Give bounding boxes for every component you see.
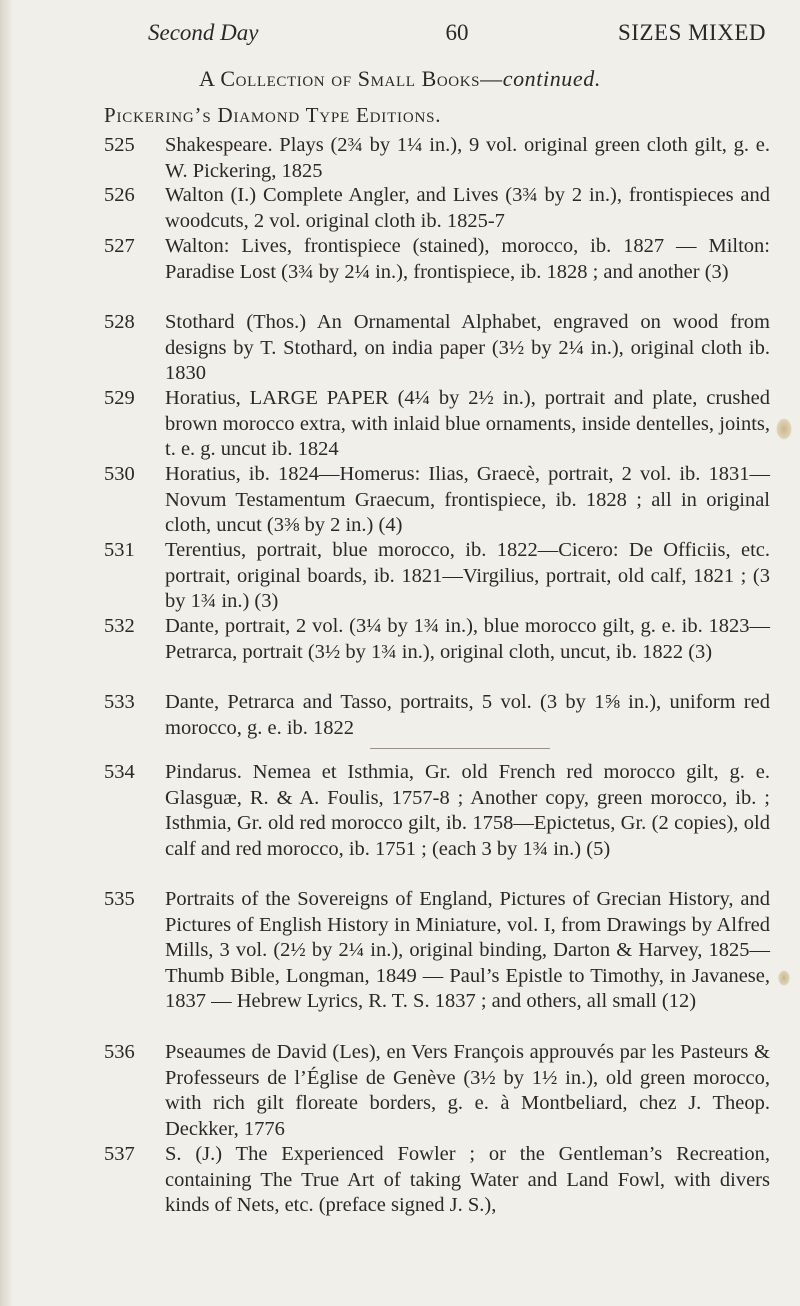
lot-entry [104,614,770,665]
lot-description: Walton: Lives, frontispiece (stained), morocco, ib. 1827 — Milton: Paradise Lost (3¾ by 2¼ in.), frontispiece, ib. 1828 ; and another (3) [165,235,770,283]
page-number: 60 [445,20,469,45]
lot-description: Stothard (Thos.) An Ornamental Alphabet, engraved on wood from designs by T. Stothard, on india paper (3½ by 2¼ in.), original cloth ib. 1830 [165,311,770,384]
lot-description: Dante, portrait, 2 vol. (3¼ by 1¾ in.), blue morocco gilt, g. e. ib. 1823—Petrarca, portrait (3½ by 1¾ in.), original cloth, uncut, ib. 1822 (3) [165,615,770,663]
running-header [148,20,766,50]
lot-entry [104,310,770,387]
lot-number: 534 [104,761,135,783]
lot-description: Dante, Petrarca and Tasso, portraits, 5 vol. (3 by 1⅝ in.), uniform red morocco, g. e. ib. 1822 [165,691,770,739]
lot-number: 527 [104,235,135,257]
lot-number: 526 [104,184,135,206]
lot-number: 525 [104,134,135,156]
lot-number: 532 [104,615,135,637]
lot-description: Horatius, LARGE PAPER (4¼ by 2½ in.), portrait and plate, crushed brown morocco extra, with inlaid blue ornaments, inside dentelles, joints, t. e. g. uncut ib. 1824 [165,387,770,460]
lot-number: 531 [104,539,135,561]
page-gutter-shadow [0,0,14,1306]
lot-entry [104,1040,770,1142]
lot-entry [104,690,770,741]
lot-entry [104,234,770,285]
collection-title-continued: continued. [502,66,601,91]
foxing-stain [776,418,792,440]
lot-number: 528 [104,311,135,333]
lot-number: 536 [104,1041,135,1063]
lot-entry [104,386,770,463]
lot-entry [104,538,770,615]
lot-description: Terentius, portrait, blue morocco, ib. 1822—Cicero: De Officiis, etc. portrait, original boards, ib. 1821—Virgilius, portrait, old calf, 1821 ; (3 by 1¾ in.) (3) [165,539,770,612]
lot-entry [104,760,770,862]
section-divider [370,748,550,749]
lot-description: Pseaumes de David (Les), en Vers François approuvés par les Pasteurs & Professeurs de l’Église de Genève (3½ by 1½ in.), old green morocco, with rich gilt floreate borders, g. e. à Montbeliard, chez J. Theop. Deckker, 1776 [165,1041,770,1140]
lot-entry [104,133,770,184]
lot-number: 530 [104,463,135,485]
header-section: SIZES MIXED [618,20,766,45]
lot-description: Portraits of the Sovereigns of England, Pictures of Grecian History, and Pictures of English History in Miniature, vol. I, from Drawings by Alfred Mills, 3 vol. (2½ by 2¼ in.), original binding, Darton & Harvey, 1825—Thumb Bible, Longman, 1849 — Paul’s Epistle to Timothy, in Javanese, 1837 — Hebrew Lyrics, R. T. S. 1837 ; and others, all small (12) [165,888,770,1012]
lot-entry [104,462,770,539]
foxing-stain [778,970,790,986]
lot-description: S. (J.) The Experienced Fowler ; or the Gentleman’s Recreation, containing The True Art of taking Water and Land Fowl, with divers kinds of Nets, etc. (preface signed J. S.), [165,1143,770,1216]
lot-description: Walton (I.) Complete Angler, and Lives (3¾ by 2 in.), frontispieces and woodcuts, 2 vol. original cloth ib. 1825-7 [165,184,770,232]
collection-title-text: A Collection of Small Books— [199,66,503,91]
lot-entry [104,887,770,1015]
lot-number: 535 [104,888,135,910]
section-heading: Pickering’s Diamond Type Editions. [104,103,442,127]
lot-number: 537 [104,1143,135,1165]
lot-description: Shakespeare. Plays (2¾ by 1¼ in.), 9 vol. original green cloth gilt, g. e. W. Pickering, 1825 [165,134,770,182]
lot-number: 529 [104,387,135,409]
lot-number: 533 [104,691,135,713]
lot-description: Horatius, ib. 1824—Homerus: Ilias, Graecè, portrait, 2 vol. ib. 1831—Novum Testamentum Graecum, frontispiece, ib. 1828 ; all in original cloth, uncut (3⅜ by 2 in.) (4) [165,463,770,536]
header-day: Second Day [148,20,259,45]
collection-title [0,66,800,92]
lot-description: Pindarus. Nemea et Isthmia, Gr. old French red morocco gilt, g. e. Glasguæ, R. & A. Foulis, 1757-8 ; Another copy, green morocco, ib. ; Isthmia, Gr. old red morocco gilt, ib. 1758—Epictetus, Gr. (2 copies), old calf and red morocco, ib. 1751 ; (each 3 by 1¾ in.) (5) [165,761,770,860]
lot-entry [104,1142,770,1219]
lot-entry [104,183,770,234]
